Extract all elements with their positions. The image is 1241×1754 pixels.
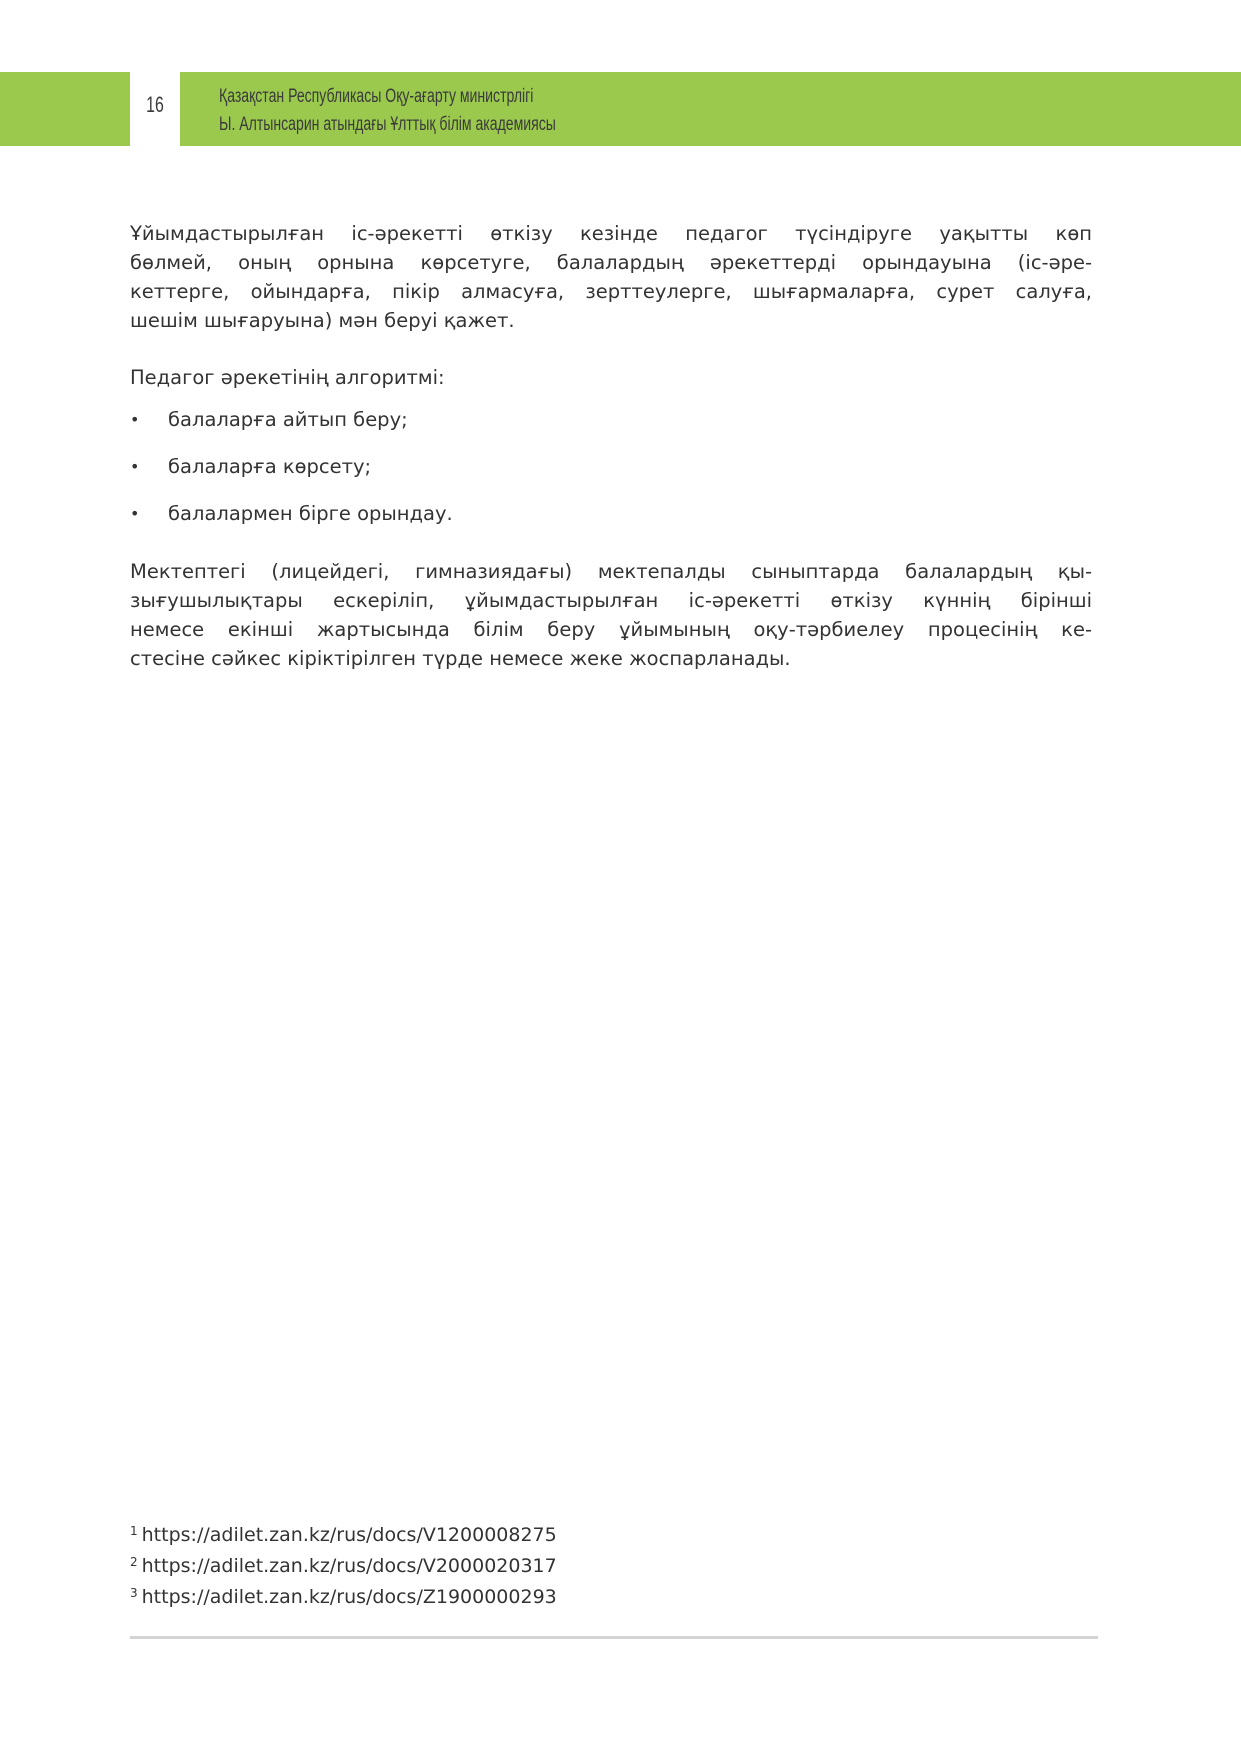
page-number: 16 [146, 92, 164, 117]
paragraph-schedule [130, 557, 1092, 673]
list-item [130, 405, 1092, 452]
bullet-icon: • [130, 457, 140, 476]
footnote-link[interactable]: https://adilet.zan.kz/rus/docs/Z1900000293 [141, 1586, 557, 1608]
footnote-mark: 2 [130, 1555, 138, 1569]
footnote-link[interactable]: https://adilet.zan.kz/rus/docs/V2000020317 [141, 1555, 557, 1577]
paragraph-line: Ұйымдастырылған іс-әрекетті өткізу кезінде педагог түсіндіруге уақытты көп [130, 222, 1092, 245]
paragraph-line: стесіне сəйкес кіріктірілген түрде немесе жеке жоспарланады. [130, 647, 791, 670]
bullet-icon: • [130, 504, 140, 523]
paragraph-intro [130, 219, 1092, 335]
list-item [130, 452, 1092, 499]
footnote-link[interactable]: https://adilet.zan.kz/rus/docs/V1200008275 [141, 1524, 557, 1546]
list-item-text: балалармен бірге орындау. [168, 502, 453, 525]
paragraph-line: немесе екінші жартысында білім беру ұйымының оқу-тəрбиелеу процесінің ке- [130, 618, 1092, 641]
footnote-mark: 3 [130, 1586, 138, 1600]
algorithm-list [130, 405, 1092, 546]
list-item-text: балаларға айтып беру; [168, 408, 408, 431]
paragraph-line: Мектептегі (лицейдегі, гимназиядағы) мектепалды сыныптарда балалардың қы- [130, 560, 1092, 583]
header-organization [219, 83, 556, 139]
footnote-mark: 1 [130, 1524, 138, 1538]
paragraph-line: бөлмей, оның орнына көрсетуге, балалардың әрекеттерді орындауына (іс-əре- [130, 251, 1092, 274]
paragraph-line: шешім шығаруына) мəн беруі қажет. [130, 309, 515, 332]
paragraph-line: зығушылықтары ескеріліп, ұйымдастырылған іс-əрекетті өткізу күннің бірінші [130, 589, 1092, 612]
footnote [130, 1549, 557, 1580]
paragraph-line: кеттерге, ойындарға, пікір алмасуға, зерттеулерге, шығармаларға, сурет салуға, [130, 280, 1092, 303]
bullet-icon: • [130, 410, 140, 429]
header-accent-block [0, 72, 130, 146]
footnotes [130, 1518, 557, 1611]
algorithm-heading-text: Педагог əрекетінің алгоритмі: [130, 366, 445, 389]
footer-divider [130, 1636, 1098, 1639]
header-academy: Ы. Алтынсарин атындағы Ұлттық білім академиясы [219, 114, 556, 135]
algorithm-heading [130, 363, 1092, 392]
list-item [130, 499, 1092, 546]
header-ministry: Қазақстан Республикасы Оқу-ағарту министрлігі [219, 86, 534, 107]
list-item-text: балаларға көрсету; [168, 455, 372, 478]
footnote [130, 1580, 557, 1611]
footnote [130, 1518, 557, 1549]
